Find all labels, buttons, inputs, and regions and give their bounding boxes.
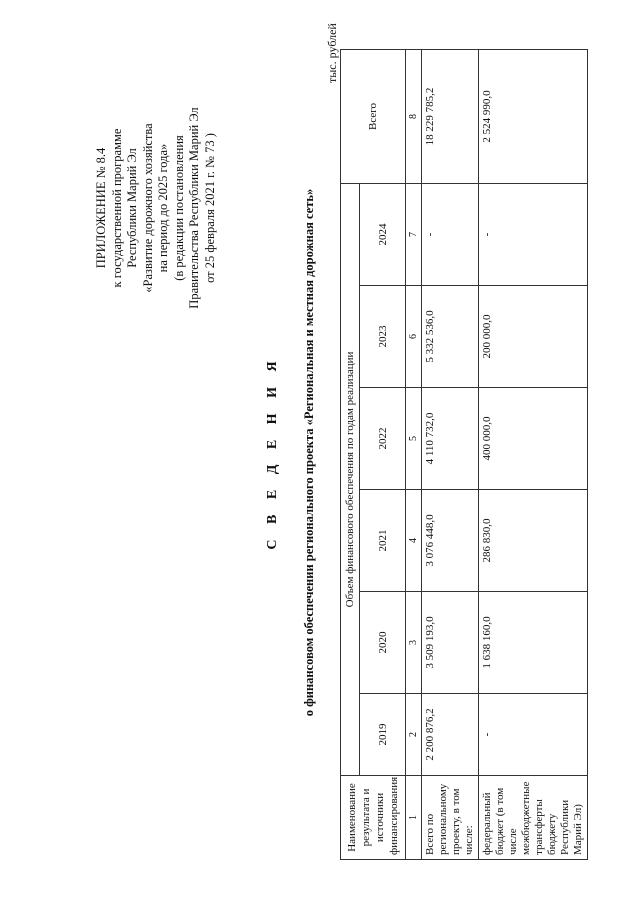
- column-number: 6: [406, 286, 422, 388]
- table-cell: 200 000,0: [479, 286, 588, 388]
- table-cell: 18 229 785,2: [422, 49, 479, 183]
- annex-line: к государственной программе: [109, 128, 124, 288]
- year-header: 2024: [360, 183, 406, 285]
- document-title: С В Е Д Е Н И Я: [265, 355, 280, 550]
- column-number: 8: [406, 49, 422, 183]
- financing-table: [340, 49, 588, 860]
- table-cell: 5 332 536,0: [422, 286, 479, 388]
- annex-line: Правительства Республики Марий Эл: [187, 107, 201, 309]
- annex-line: Республики Марий Эл: [125, 148, 139, 268]
- year-header: 2019: [360, 694, 406, 776]
- year-header: 2020: [360, 592, 406, 694]
- document-subtitle: о финансовом обеспечении регионального проекта «Региональная и местная дорожная сеть»: [302, 188, 316, 717]
- column-number: 5: [406, 388, 422, 490]
- annex-line: (в редакции постановления: [171, 135, 186, 281]
- units-label: тыс. рублей: [325, 23, 339, 83]
- table-cell: 286 830,0: [479, 490, 588, 592]
- column-number-row: [406, 49, 422, 859]
- table-cell: 1 638 160,0: [479, 592, 588, 694]
- table-row: [479, 49, 588, 859]
- annex-line: ПРИЛОЖЕНИЕ № 8.4: [94, 147, 108, 269]
- row-name: федеральный бюджет (в том числе межбюджетные трансферты бюджету Республики Марий Эл): [479, 776, 588, 860]
- column-number: 2: [406, 694, 422, 776]
- table-cell: 3 076 448,0: [422, 490, 479, 592]
- table-cell: 400 000,0: [479, 388, 588, 490]
- table-cell: 2 524 990,0: [479, 49, 588, 183]
- table-cell: -: [479, 694, 588, 776]
- year-header: 2022: [360, 388, 406, 490]
- annex-header: [94, 83, 218, 333]
- years-group-header: Объем финансового обеспечения по годам реализации: [341, 183, 360, 775]
- table-cell: 3 509 193,0: [422, 592, 479, 694]
- column-number: 1: [406, 776, 422, 860]
- annex-line: от 25 февраля 2021 г. № 73 ): [202, 133, 217, 283]
- row-name: Всего по региональному проекту, в том числе:: [422, 776, 479, 860]
- year-header: 2023: [360, 286, 406, 388]
- table-cell: -: [479, 183, 588, 285]
- total-column-header: Всего: [341, 49, 406, 183]
- annex-line: на период до 2025 года»: [156, 143, 170, 273]
- name-column-header: Наименование результата и источники финансирования: [341, 776, 406, 860]
- table-row: [422, 49, 479, 859]
- table-cell: -: [422, 183, 479, 285]
- table-cell: 4 110 732,0: [422, 388, 479, 490]
- column-number: 3: [406, 592, 422, 694]
- table-cell: 2 200 876,2: [422, 694, 479, 776]
- year-header: 2021: [360, 490, 406, 592]
- annex-line: «Развитие дорожного хозяйства: [140, 123, 155, 293]
- column-number: 7: [406, 183, 422, 285]
- column-number: 4: [406, 490, 422, 592]
